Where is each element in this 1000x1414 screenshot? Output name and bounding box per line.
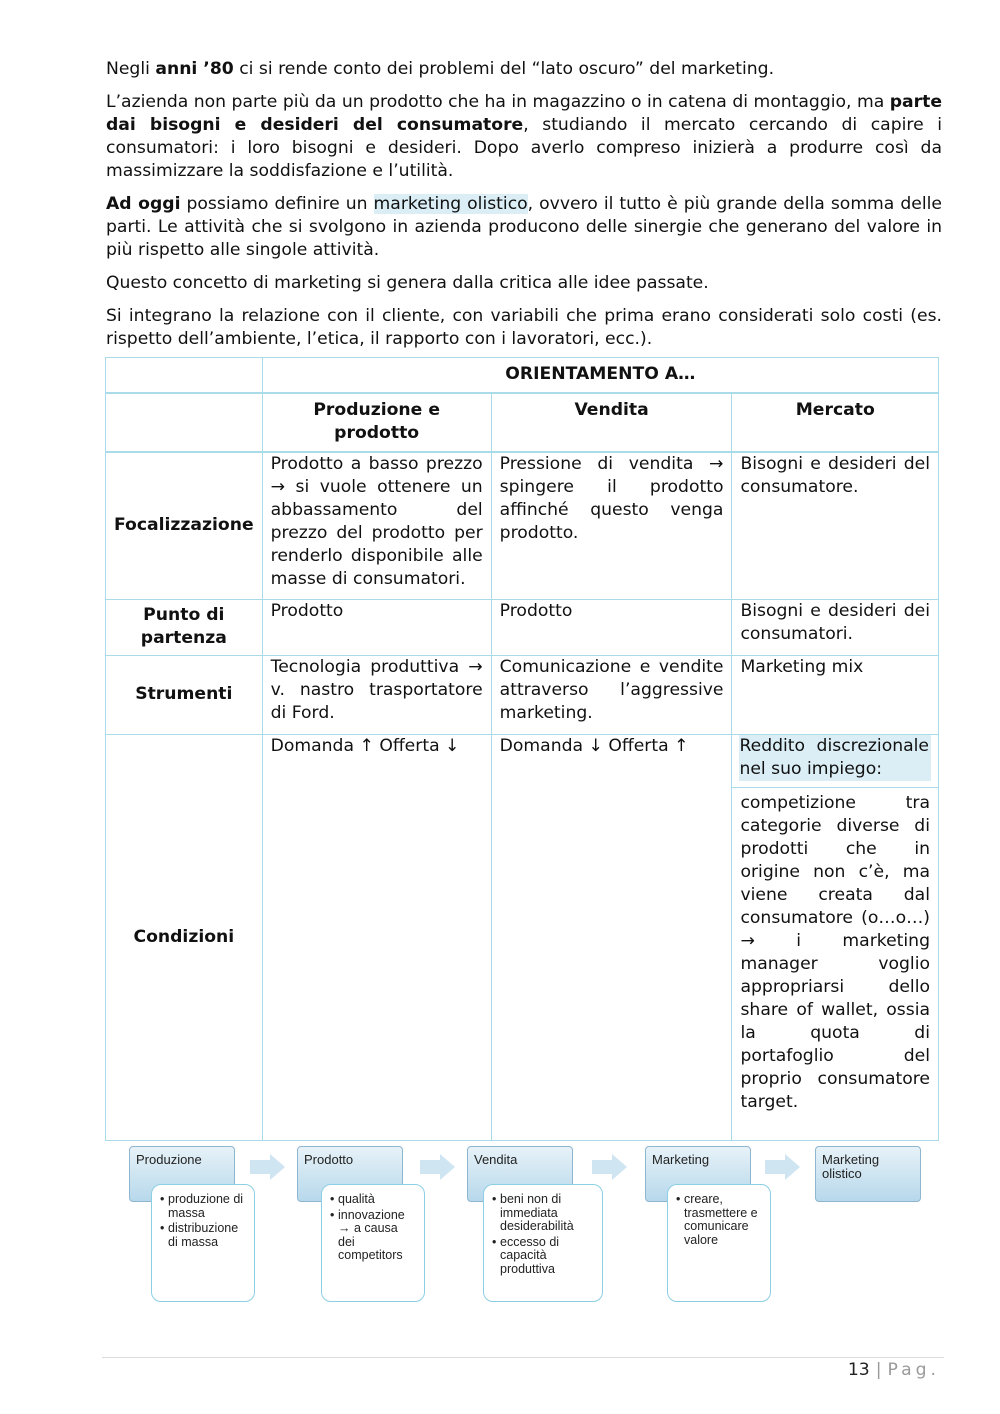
stage-box: Prodotto bbox=[297, 1146, 403, 1202]
table-cell: Domanda ↑ Offerta ↓ bbox=[262, 734, 491, 1140]
page-number: 13 bbox=[847, 1360, 870, 1380]
page-footer bbox=[848, 1360, 940, 1380]
table-row bbox=[106, 599, 939, 655]
paragraph-5: Si integrano la relazione con il cliente, con variabili che prima erano considerati solo costi (es. rispetto dell’ambiente, l’etica, il rapporto con i lavoratori, ecc.). bbox=[106, 306, 942, 349]
table-main-header: ORIENTAMENTO A… bbox=[262, 358, 938, 394]
list-item: • qualità bbox=[332, 1193, 416, 1207]
highlighted-term: marketing olistico bbox=[373, 194, 528, 214]
column-header: Mercato bbox=[732, 393, 939, 452]
list-item: • distribuzione di massa bbox=[162, 1222, 246, 1249]
table-cell: Marketing mix bbox=[732, 655, 939, 734]
stage-box: Produzione bbox=[129, 1146, 235, 1202]
list-item: • beni non di immediata desiderabilità bbox=[494, 1193, 594, 1234]
table-cell bbox=[732, 734, 939, 1140]
document-body bbox=[106, 58, 942, 361]
table-row bbox=[106, 452, 939, 599]
stage-box: Vendita bbox=[467, 1146, 573, 1202]
footer-separator: | bbox=[875, 1360, 882, 1380]
column-header: Vendita bbox=[491, 393, 732, 452]
paragraph-4: Questo concetto di marketing si genera dalla critica alle idee passate. bbox=[106, 273, 709, 293]
table-cell: Bisogni e desideri dei consumatori. bbox=[732, 599, 939, 655]
paragraph-1: Negli anni ’80 ci si rende conto dei problemi del “lato oscuro” del marketing. bbox=[106, 59, 775, 79]
column-header: Produzione e prodotto bbox=[262, 393, 491, 452]
row-label: Condizioni bbox=[106, 734, 263, 1140]
highlighted-cell-text: Reddito discrezionale nel suo impiego: bbox=[739, 735, 929, 779]
paragraph-3: Ad oggi possiamo definire un marketing olistico, ovvero il tutto è più grande della somma delle parti. Le attività che si svolgono in azienda producono delle sinergie che generano del valore in più rispetto alle singole attività. bbox=[106, 194, 942, 260]
stage-detail-card bbox=[321, 1184, 425, 1302]
marketing-evolution-diagram bbox=[105, 1140, 939, 1315]
list-item: • creare, trasmettere e comunicare valore bbox=[678, 1193, 762, 1247]
page-label: Pag. bbox=[887, 1360, 940, 1380]
table-cell: Pressione di vendita → spingere il prodotto affinché questo venga prodotto. bbox=[491, 452, 732, 599]
cell-continuation-text: competizione tra categorie diverse di prodotti che in origine non c’è, ma viene creata dal consumatore (o…o…) → i marketing manager voglio appropriarsi dello share of wallet, ossia la quota di portafoglio del proprio consumatore target. bbox=[740, 792, 930, 1112]
table-cell: Bisogni e desideri del consumatore. bbox=[732, 452, 939, 599]
table-header-row bbox=[106, 358, 939, 394]
list-item: • innovazione → a causa dei competitors bbox=[332, 1209, 416, 1263]
table-row bbox=[106, 655, 939, 734]
table-column-headers bbox=[106, 393, 939, 452]
stage-detail-card bbox=[151, 1184, 255, 1302]
list-item: • produzione di massa bbox=[162, 1193, 246, 1220]
footer-divider bbox=[102, 1357, 944, 1358]
row-label: Strumenti bbox=[106, 655, 263, 734]
list-item: • eccesso di capacità produttiva bbox=[494, 1236, 594, 1277]
paragraph-2: L’azienda non parte più da un prodotto che ha in magazzino o in catena di montaggio, ma parte dai bisogni e desideri del consumatore, studiando il mercato cercando di capire i consumatori: i loro bisogni e desideri. Dopo averlo compreso inizierà a produrre così da massimizzare la soddisfazione e l’utilità. bbox=[106, 92, 942, 181]
stage-box: Marketing bbox=[645, 1146, 751, 1202]
orientation-table bbox=[105, 357, 939, 1141]
stage-detail-card bbox=[667, 1184, 771, 1302]
table-row bbox=[106, 734, 939, 1140]
row-label: Punto di partenza bbox=[106, 599, 263, 655]
table-cell: Comunicazione e vendite attraverso l’aggressive marketing. bbox=[491, 655, 732, 734]
table-cell: Domanda ↓ Offerta ↑ bbox=[491, 734, 732, 1140]
stage-detail-card bbox=[483, 1184, 603, 1302]
table-cell: Prodotto bbox=[262, 599, 491, 655]
table-cell: Prodotto bbox=[491, 599, 732, 655]
table-cell: Tecnologia produttiva → v. nastro trasportatore di Ford. bbox=[262, 655, 491, 734]
table-cell: Prodotto a basso prezzo → si vuole ottenere un abbassamento del prezzo del prodotto per renderlo disponibile alle masse di consumatori. bbox=[262, 452, 491, 599]
stage-box: Marketing olistico bbox=[815, 1146, 921, 1202]
row-label: Focalizzazione bbox=[106, 452, 263, 599]
